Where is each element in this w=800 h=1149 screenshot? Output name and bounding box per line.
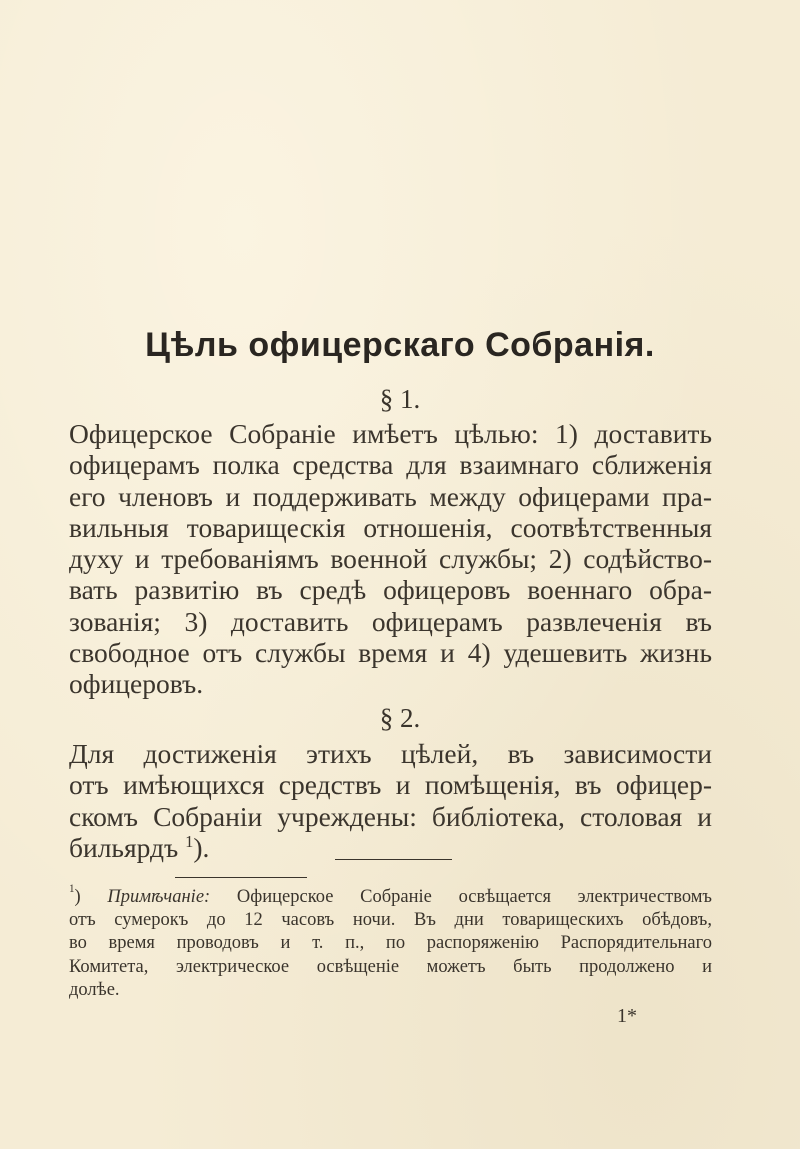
section-1-line: офицерамъ полка средства для взаимнаго сближенія <box>69 449 712 481</box>
section-1-line: его членовъ и поддерживать между офицерами пра- <box>69 480 712 512</box>
section-2-line: Для достиженія этихъ цѣлей, въ зависимости <box>69 738 712 769</box>
section-divider-rule <box>335 859 452 860</box>
section-2-paragraph <box>69 738 712 863</box>
section-1-line: вать развитію въ средѣ офицеровъ военнаго обра- <box>69 574 712 606</box>
section-1-paragraph <box>69 418 712 700</box>
footnote-marker: 1 <box>69 883 75 895</box>
section-1-line: офицеровъ. <box>69 668 204 700</box>
section-1-line: зованія; 3) доставить офицерамъ развлеченія въ <box>69 605 712 637</box>
section-1-line: духу и требованіямъ военной службы; 2) содѣйство- <box>69 543 712 575</box>
footnote-separator-rule <box>175 877 307 878</box>
section-2-mark: § 2. <box>379 703 421 733</box>
footnote-line: $^1$) Примѣчаніе: Офицерское Собраніе освѣщается электричествомъ <box>69 883 712 907</box>
footnote <box>69 883 712 1002</box>
section-2-line: отъ имѣющихся средствъ и помѣщенія, въ офицер- <box>69 769 712 801</box>
footnote-line: долѣе. <box>69 979 120 1000</box>
section-2-line: скомъ Собраніи учреждены: библіотека, столовая и <box>69 800 712 832</box>
footnote-label: Примѣчаніе: <box>107 887 211 907</box>
page-title: Цѣль офицерскаго Собранія. <box>145 326 655 364</box>
section-1-line: свободное отъ службы время и 4) удешевить жизнь <box>69 637 712 669</box>
printer-signature-mark: 1* <box>617 1005 637 1027</box>
footnote-line: во время проводовъ и т. п., по распоряженію Распорядительнаго <box>69 933 712 954</box>
footnote-reference[interactable]: 1 <box>185 831 194 851</box>
section-2-last-words: бильярдъ <box>69 831 179 863</box>
section-1-mark: § 1. <box>379 384 421 414</box>
footnote-line: Комитета, электрическое освѣщеніе можетъ быть продолжено и <box>69 956 712 977</box>
section-1-line: вильныя товарищескія отношенія, соотвѣтственныя <box>69 511 712 543</box>
section-2-line-end: ). <box>193 831 210 863</box>
section-1-line: Офицерское Собраніе имѣетъ цѣлью: 1) доставить <box>69 418 712 449</box>
footnote-first-line-text: Офицерское Собраніе освѣщается электричествомъ <box>236 887 712 907</box>
footnote-line: отъ сумерокъ до 12 часовъ ночи. Въ дни товарищескихъ обѣдовъ, <box>69 910 712 931</box>
